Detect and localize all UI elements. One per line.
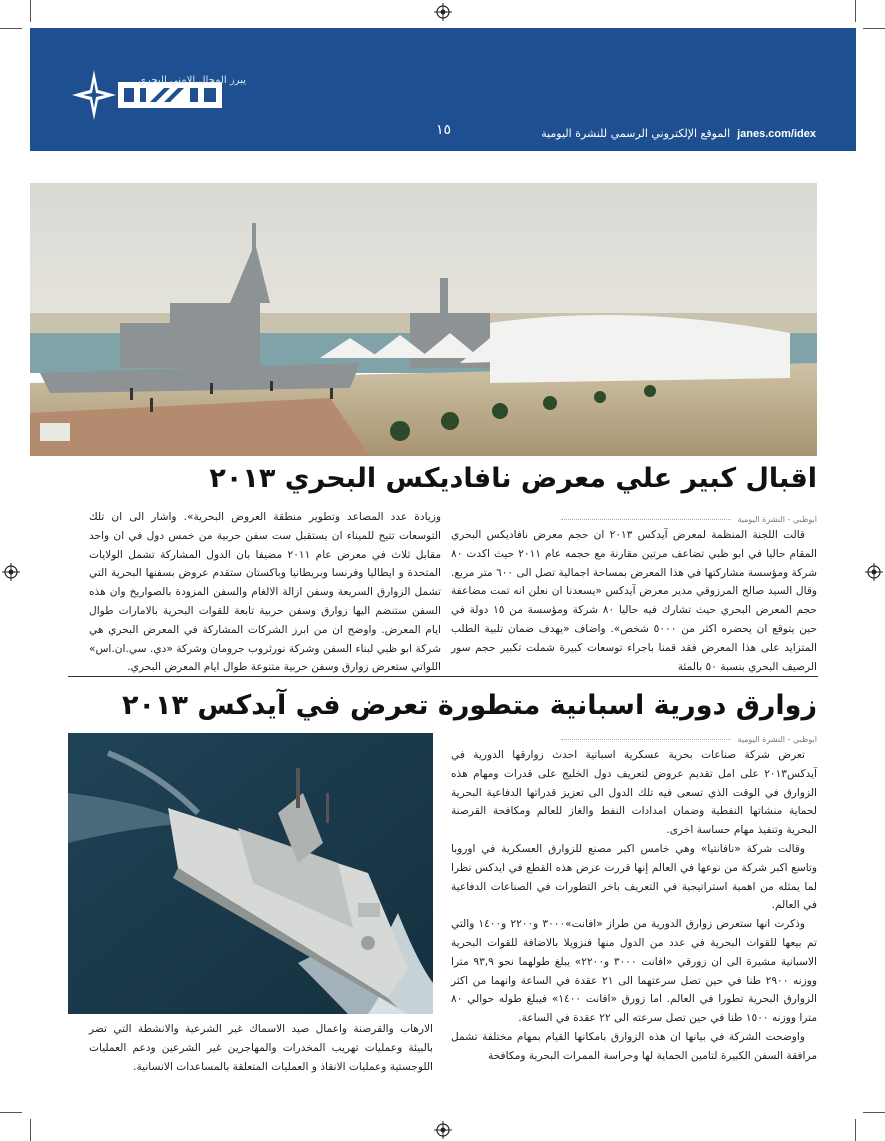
registration-mark-icon: [434, 3, 452, 21]
article1-headline: اقبال كبير علي معرض نافاديكس البحري ٢٠١٣: [209, 463, 817, 494]
crop-mark: [0, 1112, 22, 1113]
crop-mark: [30, 0, 31, 22]
article1-byline: ابوظبي - النشرة اليومية: [561, 515, 817, 524]
site-caption: الموقع الإلكتروني الرسمي للنشرة اليومية: [541, 127, 731, 140]
article1-right-column: [451, 526, 817, 676]
page-number: ١٥: [436, 122, 452, 138]
paragraph: وذكرت انها ستعرض زوارق الدورية من طراز «افانت»٣٠٠٠ و٢٢٠٠ و١٤٠٠ والتي تم بيعها للقوات البحرية في عدد من الدول منها فنزويلا بالاضافة للقوات البحرية الاسبانية مشيرة الى ان زورقي «افانت ٣٠٠٠ و٢٢٠٠» يبلغ طولهما نحو ٩٣,٩ مترا ووزنه ٢٩٠٠ طنا في حين تصل سرعتهما الى ٢١ عقدة في الساعة وانهما من اكثر الزوارق البحرية تطورا في العالم. اما زورق «افانت ١٤٠٠» فيبلغ طوله حوالي ٨٠ مترا ووزنه ١٥٠٠ طنا في حين تصل سرعته الى ٢٢ عقدة في الساعة.: [451, 918, 818, 1025]
patrol-vessel-photo: [68, 733, 433, 1014]
paragraph: وزيادة عدد المصاعد وتطوير منطقة العروض البحرية». واشار الى ان تلك التوسعات تتيح للميناء ان يستقبل ست سفن حربية من خمس دول في ان واحد مقابل ثلاث في معرض عام ٢٠١١ مضيفا بان الدول المشاركة تشمل الولايات المتحدة و ايطاليا وفرنسا وبريطانيا وباكستان ستقدم عروض بسفنها البحرية التي تشمل الزوارق السريعة وسفن ازالة الالغام والسفن المزودة بالصواريخ وان هذه السفن ستنضم اليها زوارق وسفن حربية تابعة للقوات البحرية بالامارات طوال ايام المعرض. واوضح ان من ابرز الشركات المشاركة في المعرض البحري هي شركة ابو ظبي لبناء السفن وشركة نورثروب جرومان وشركة «دي. سي.ان.اس» اللواتي ستعرض زوارق وسفن حربية متنوعة طوال ايام المعرض البحري.: [89, 511, 441, 674]
crop-mark: [30, 1119, 31, 1141]
registration-mark-icon: [865, 563, 883, 581]
article2-right-column: [451, 746, 817, 1066]
exhibition-photo: [30, 183, 817, 456]
site-url-line: [541, 127, 816, 140]
paragraph: تعرض شركة صناعات بحرية عسكرية اسبانية احدث زوارقها الدورية في آيدكس٢٠١٣ على امل تقديم عروض لتعريف دول الخليج على قدرات ومهام هذه الزوارق في الوقت الذي تسعى فيه تلك الدول الى تعزيز قدراتها الدفاعية البحرية لحماية منشاتها النفطية وضمان امدادات النفط والغاز للعالم ومكافحة القرصنة البحرية وتنفيذ مهام حساسة اخرى.: [451, 749, 817, 837]
masthead: [30, 28, 856, 151]
article-divider: [68, 676, 818, 677]
registration-mark-icon: [434, 1121, 452, 1139]
paragraph: الارهاب والقرصنة واعمال صيد الاسماك غير الشرعية والانشطة التي تضر بالبيئة وعمليات تهريب المخدرات والمهاجرين غير الشرعين ودعم العمليات اللوجستية وعمليات الانقاذ و العمليات المتعلقة بالمساعدات الانسانية.: [89, 1023, 433, 1073]
article2-byline: ابوظبي - النشرة اليومية: [561, 735, 817, 744]
registration-mark-icon: [2, 563, 20, 581]
article2-headline: زوارق دورية اسبانية متطورة تعرض في آيدكس ٢٠١٣: [122, 690, 817, 721]
crop-mark: [863, 28, 885, 29]
paragraph: واوضحت الشركة في بيانها ان هذه الزوارق بامكانها القيام بمهام مختلفة تشمل مرافقة السفن الكبيرة لتامين الحماية لها وحراسة الممرات البحرية ومكافحة: [451, 1030, 817, 1062]
compass-star-icon: [72, 70, 116, 120]
crop-mark: [863, 1112, 885, 1113]
crop-mark: [855, 0, 856, 22]
crop-mark: [855, 1119, 856, 1141]
paragraph: وقالت شركة «نافانتيا» وهي خامس اكبر مصنع للزوارق العسكرية في اوروبا وتاسع اكبر شركة من نوعها في العالم إنها قررت عرض هذه القطع في ايدكس نظرا لما يمثله من اهمية استراتيجية في التعريف باخر التطورات في الصناعات الدفاعية في العالم.: [451, 842, 817, 912]
article2-left-column: [89, 1020, 433, 1076]
crop-mark: [0, 28, 22, 29]
site-url-link[interactable]: janes.com/idex: [737, 128, 816, 140]
article1-left-column: [89, 508, 441, 677]
masthead-tagline: يبرز المجال الامني البحري: [138, 75, 246, 86]
paragraph: قالت اللجنة المنظمة لمعرض آيدكس ٢٠١٣ ان حجم معرض نافاديكس البحري المقام حاليا في ابو ظبي تضاعف مرتين مقارنة مع حجمه عام ٢٠١١ حيث اكدت ٨٠ شركة ومؤسسة مشاركتها في هذا المعرض بمساحة اجمالية تصل الى ٦٠٠ متر مربع. وقال السيد صالح المرزوقي مدير معرض آيدكس «يسعدنا ان نعلن انه تمت مضاعفة حجم المعرض البحري حيث تشارك فيه حاليا ٨٠ شركة ومؤسسة من ١٥ دولة في حين يتوقع ان يحضره اكثر من ٥٠٠٠ شخص». واضاف «يهدف ضمان تلبية الطلب المتزايد على هذا المعرض فقد قمنا باجراء توسعات كبيرة شملت تكبير حجم سور الرصيف البحري بنسبة ٥٠ بالمئة: [451, 529, 817, 673]
